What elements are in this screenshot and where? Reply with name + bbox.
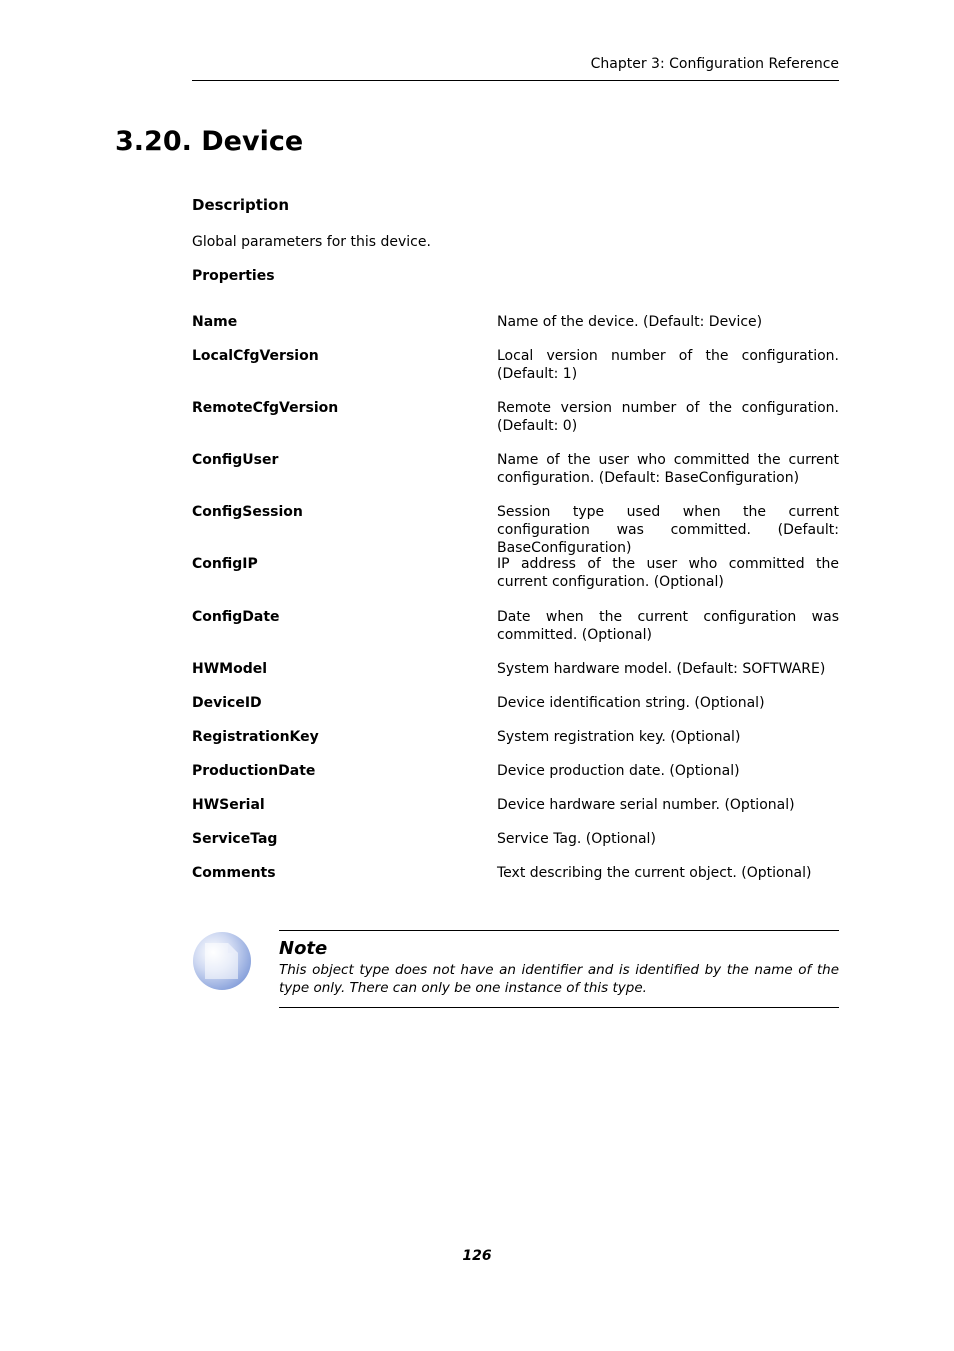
note-title: Note bbox=[279, 938, 328, 959]
property-description: Device production date. (Optional) bbox=[497, 763, 740, 779]
property-row bbox=[192, 313, 839, 347]
property-description: Device hardware serial number. (Optional) bbox=[497, 797, 795, 813]
note-text: This object type does not have an identifier and is identified by the name of the type only. There can only be one instance of this type. bbox=[279, 962, 839, 996]
page-number: 126 bbox=[462, 1248, 492, 1264]
section-title: 3.20. Device bbox=[115, 126, 304, 157]
property-description: System hardware model. (Default: SOFTWARE) bbox=[497, 661, 826, 677]
property-description: IP address of the user who committed the current configuration. (Optional) bbox=[497, 556, 839, 590]
property-description: Remote version number of the configuration. (Default: 0) bbox=[497, 400, 839, 434]
property-name: DeviceID bbox=[192, 695, 262, 711]
description-text: Global parameters for this device. bbox=[192, 234, 431, 250]
property-description: Date when the current configuration was committed. (Optional) bbox=[497, 609, 839, 643]
property-row bbox=[192, 864, 839, 898]
property-description: Local version number of the configuration. (Default: 1) bbox=[497, 348, 839, 382]
note-box bbox=[279, 930, 839, 1008]
property-name: ProductionDate bbox=[192, 763, 316, 779]
property-name: ConfigIP bbox=[192, 556, 258, 572]
property-row bbox=[192, 762, 839, 796]
description-heading: Description bbox=[192, 196, 290, 214]
property-description: Name of the user who committed the current configuration. (Default: BaseConfiguration) bbox=[497, 452, 839, 486]
property-row bbox=[192, 608, 839, 660]
property-description: Session type used when the current configuration was committed. (Default: BaseConfiguration) bbox=[497, 504, 839, 556]
property-name: RegistrationKey bbox=[192, 729, 319, 745]
property-row bbox=[192, 728, 839, 762]
property-name: HWSerial bbox=[192, 797, 265, 813]
property-description: Name of the device. (Default: Device) bbox=[497, 314, 763, 330]
note-icon bbox=[192, 931, 252, 991]
property-name: ConfigUser bbox=[192, 452, 279, 468]
property-name: Comments bbox=[192, 865, 276, 881]
property-description: Device identification string. (Optional) bbox=[497, 695, 765, 711]
property-row bbox=[192, 451, 839, 503]
property-row bbox=[192, 796, 839, 830]
property-name: ConfigSession bbox=[192, 504, 303, 520]
property-row bbox=[192, 830, 839, 864]
property-row bbox=[192, 347, 839, 399]
property-description: Text describing the current object. (Optional) bbox=[497, 865, 812, 881]
header-rule bbox=[192, 80, 839, 81]
property-description: System registration key. (Optional) bbox=[497, 729, 741, 745]
property-row bbox=[192, 503, 839, 555]
property-name: ServiceTag bbox=[192, 831, 278, 847]
property-description: Service Tag. (Optional) bbox=[497, 831, 656, 847]
properties-heading: Properties bbox=[192, 268, 275, 284]
property-row bbox=[192, 555, 839, 608]
properties-list bbox=[192, 313, 839, 898]
property-name: HWModel bbox=[192, 661, 268, 677]
property-row bbox=[192, 399, 839, 451]
property-name: RemoteCfgVersion bbox=[192, 400, 339, 416]
property-name: LocalCfgVersion bbox=[192, 348, 319, 364]
property-row bbox=[192, 694, 839, 728]
property-name: Name bbox=[192, 314, 238, 330]
property-name: ConfigDate bbox=[192, 609, 280, 625]
running-header: Chapter 3: Configuration Reference bbox=[590, 56, 839, 72]
property-row bbox=[192, 660, 839, 694]
